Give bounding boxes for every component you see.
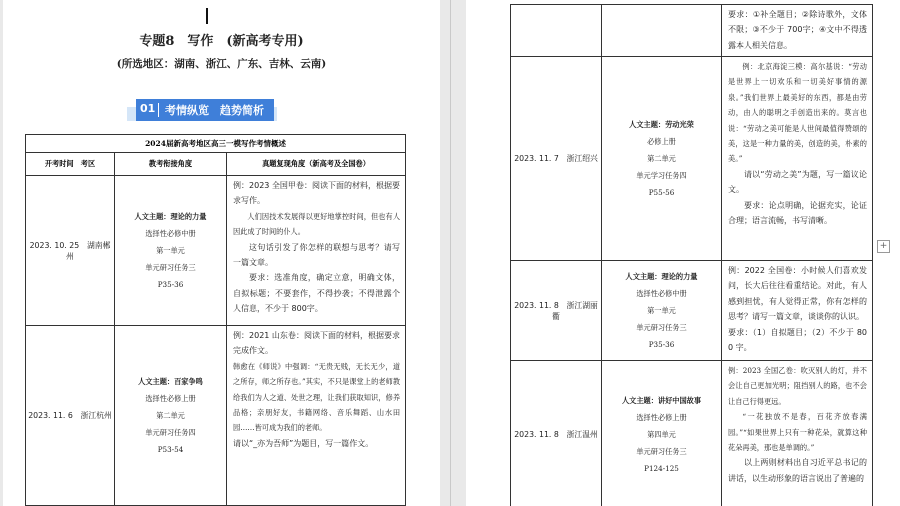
cell-exam-prompt (227, 176, 406, 326)
cell-time-region: 2023. 10. 25 湖南郴州 (26, 176, 115, 326)
prompt-paragraph: 例：北京海淀三模：高尔基说：“劳动是世界上一切欢乐和一切美好事情的源泉。”我们世界上最美好的东西，都是由劳动，由人的聪明之手创造出来的。莫言也说：“劳动之美可能是人世间最值得赞颂的美，这是一种力量的美，创造的美，朴素的美。” (728, 62, 867, 164)
table-row (511, 361, 873, 506)
text-cursor (206, 8, 208, 24)
cell-time-region: 2023. 11. 6 浙江杭州 (26, 326, 115, 506)
table-row (511, 57, 873, 261)
cell-time-region: 2023. 11. 8 浙江温州 (511, 361, 602, 506)
prompt-paragraph: 要求：选准角度，确定立意，明确文体，自拟标题；不要套作，不得抄袭；不得泄露个人信息，不少于 800字。 (233, 273, 401, 314)
link-unit: 第一单元 (647, 306, 676, 315)
table-row (511, 5, 873, 57)
link-task: 单元研习任务三 (145, 263, 196, 272)
document-page-right (466, 0, 900, 506)
exam-overview-table-continued (510, 4, 873, 506)
badge-number: 01 (140, 102, 156, 115)
cell-link (602, 361, 722, 506)
badge-separator (158, 103, 159, 117)
badge-text: 考情纵览 趋势简析 (165, 104, 264, 117)
cell-exam-prompt (722, 5, 873, 57)
link-book: 选择性必修中册 (636, 289, 687, 298)
link-theme: 人文主题：劳动光荣 (629, 120, 694, 129)
cell-time-region: 2023. 11. 7 浙江绍兴 (511, 57, 602, 261)
section-badge (136, 99, 274, 121)
prompt-paragraph: 请以“劳动之美”为题，写一篇议论文。 (728, 169, 867, 195)
exam-overview-table (25, 134, 406, 506)
table-row (511, 261, 873, 361)
link-unit: 第二单元 (156, 411, 185, 420)
link-book: 选择性必修上册 (636, 413, 687, 422)
prompt-paragraph: 韩愈在《师说》中强调：“无贵无贱，无长无少，道之所存，师之所存也。”其实，不只是课堂上的老师教给我们为人之道、处世之理，让我们获取知识，修养品格；亲朋好友，书籍网络、音乐舞蹈、山水田园……皆可成为我们的老师。 (233, 361, 401, 433)
link-pages: P53-54 (157, 445, 184, 454)
prompt-paragraph: 这句话引发了你怎样的联想与思考？请写一篇文章。 (233, 242, 401, 268)
link-task: 单元学习任务四 (636, 171, 687, 180)
prompt-paragraph: 例：2022 全国卷：小时候人们喜欢发问，长大后往往看重结论。对此，有人感到担忧，有人觉得正常，你有怎样的思考？请写一篇文章，谈谈你的认识。 (728, 266, 867, 322)
link-pages: P35-36 (648, 340, 675, 349)
header-exam-angle: 真题复现角度（新高考及全国卷） (227, 153, 406, 176)
add-button[interactable]: + (877, 240, 890, 253)
link-task: 单元研习任务四 (145, 428, 196, 437)
page-gap-divider (450, 0, 451, 506)
cell-link (602, 57, 722, 261)
link-task: 单元研习任务三 (636, 447, 687, 456)
cell-exam-prompt (722, 261, 873, 361)
link-book: 选择性必修中册 (145, 229, 196, 238)
link-task: 单元研习任务三 (636, 323, 687, 332)
cell-exam-prompt (227, 326, 406, 506)
link-pages: P55-56 (648, 188, 675, 197)
link-theme: 人文主题：理论的力量 (625, 272, 698, 281)
prompt-paragraph: 例：2021 山东卷：阅读下面的材料，根据要求完成作文。 (233, 331, 401, 356)
document-title: 专题8 写作 (新高考专用) (139, 34, 304, 49)
link-pages: P35-36 (157, 280, 184, 289)
prompt-paragraph: 以上两则材料出自习近平总书记的讲话，以生动形象的语言说出了普遍的 (728, 458, 867, 483)
prompt-paragraph: 例：2023 全国乙卷：吹灭别人的灯，并不会让自己更加光明；阻挡别人的路，也不会让自己行得更远。 (728, 366, 867, 406)
link-theme: 人文主题：理论的力量 (134, 212, 207, 221)
table-row (26, 176, 406, 326)
link-theme: 人文主题：百家争鸣 (138, 377, 203, 386)
table-row (26, 326, 406, 506)
cell-exam-prompt (722, 57, 873, 261)
prompt-paragraph: 请以“_亦为吾师”为题目，写一篇作文。 (233, 438, 374, 448)
cell-link (115, 326, 227, 506)
prompt-paragraph: 要求：①补全题目；②除诗歌外，文体不限；③不少于 700字；④文中不得透露本人相关信息。 (728, 10, 867, 50)
prompt-paragraph: 要求：论点明确，论据充实，论证合理；语言流畅，书写清晰。 (728, 200, 867, 226)
header-link-angle: 教考衔接角度 (115, 153, 227, 176)
link-theme: 人文主题：讲好中国故事 (621, 396, 702, 405)
link-pages: P124-125 (644, 464, 679, 473)
prompt-paragraph: “一花独放不是春，百花齐放春满园。”“如果世界上只有一种花朵，就算这种花朵再美，那也是单调的。” (728, 412, 867, 453)
header-time-region: 开考时间 考区 (26, 153, 115, 176)
prompt-paragraph: 例：2023 全国甲卷：阅读下面的材料，根据要求写作。 (233, 181, 401, 206)
cell-exam-prompt (722, 361, 873, 506)
cell-time-region (511, 5, 602, 57)
cell-link (602, 5, 722, 57)
cell-link (115, 176, 227, 326)
document-subtitle: (所选地区：湖南、浙江、广东、吉林、云南) (116, 58, 327, 70)
cell-link (602, 261, 722, 361)
link-book: 选择性必修上册 (145, 394, 196, 403)
document-page-left (3, 0, 440, 506)
link-unit: 第一单元 (156, 246, 185, 255)
prompt-paragraph: 要求：（1）自拟题目；（2）不少于 800 字。 (728, 327, 867, 353)
table-caption: 2024届新高考地区高三一模写作考情概述 (26, 135, 406, 153)
link-unit: 第四单元 (647, 430, 676, 439)
cell-time-region: 2023. 11. 8 浙江湖丽衢 (511, 261, 602, 361)
link-unit: 第二单元 (647, 154, 676, 163)
link-book: 必修上册 (647, 137, 676, 146)
prompt-paragraph: 人们因技术发展得以更好地掌控时间，但也有人因此成了时间的仆人。 (233, 211, 401, 237)
